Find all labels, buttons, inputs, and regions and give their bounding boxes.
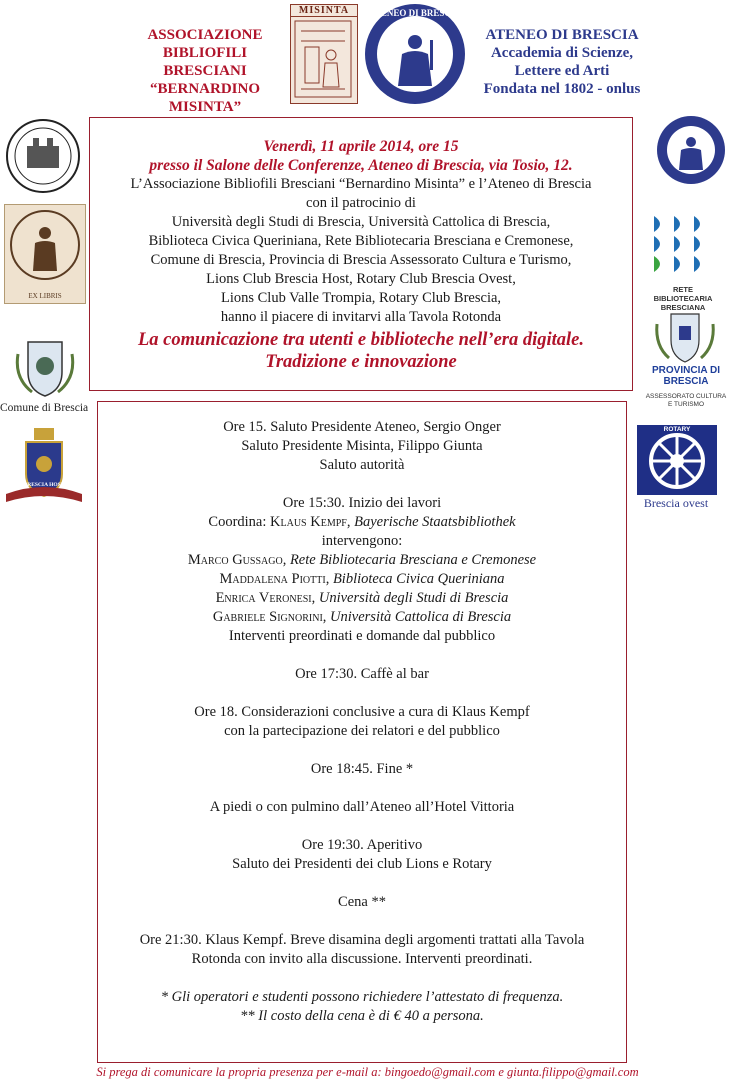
program-line: Ore 18. Considerazioni conclusive a cura di Klaus Kempf xyxy=(194,704,530,720)
program-line: A piedi o con pulmino dall’Ateneo all’Hotel Vittoria xyxy=(209,799,515,815)
program-line: con la partecipazione dei relatori e del pubblico xyxy=(224,723,500,739)
comune-crest-icon xyxy=(12,334,78,400)
rotary-caption: Brescia ovest xyxy=(643,496,709,510)
footnote: * Gli operatori e studenti possono richiedere l’attestato di frequenza. xyxy=(160,989,564,1005)
program-line: Ore 21:30. Klaus Kempf. Breve disamina degli argomenti trattati alla Tavola xyxy=(139,932,585,948)
program-line: Interventi preordinati e domande dal pubblico xyxy=(228,628,496,644)
rsvp-footer: Si prega di comunicare la propria presenza per e-mail a: bingoedo@gmail.com e giunta.filippo@gmail.com xyxy=(96,1065,639,1079)
comune-crest xyxy=(12,334,78,400)
cattolica-seal xyxy=(655,114,727,186)
program-line: Saluto dei Presidenti dei club Lions e Rotary xyxy=(232,856,492,872)
rete-bibliotecaria-icon xyxy=(648,214,718,280)
speaker-line: Gabriele Signorini, Università Cattolica di Brescia xyxy=(212,609,512,625)
rotary-wheel-icon xyxy=(637,425,717,495)
invite-line: Comune di Brescia, Provincia di Brescia Assessorato Cultura e Turismo, xyxy=(150,252,572,268)
program-line: Cena ** xyxy=(338,894,386,910)
misinta-logo: MISINTA xyxy=(290,4,358,104)
printer-engraving-icon xyxy=(291,17,355,101)
universita-seal-icon xyxy=(3,118,83,194)
invite-line: con il patrocinio di xyxy=(306,195,416,211)
invite-line: Biblioteca Civica Queriniana, Rete Bibliotecaria Bresciana e Cremonese, xyxy=(148,233,574,249)
invite-line: hanno il piacere di invitarvi alla Tavola Rotonda xyxy=(220,309,502,325)
association-name: ASSOCIAZIONE BIBLIOFILI BRESCIANI “BERNARDINO MISINTA” xyxy=(147,27,263,115)
provincia-crest xyxy=(653,308,717,364)
ex-libris-icon xyxy=(5,205,85,287)
program-box xyxy=(97,401,627,1063)
rotary-logo: ROTARY xyxy=(637,425,717,495)
comune-caption: Comune di Brescia xyxy=(0,402,89,414)
program-line: Ore 18:45. Fine * xyxy=(310,761,414,777)
ateneo-seal: ATENEO DI BRESCIA xyxy=(362,2,468,106)
invite-line: L’Associazione Bibliofili Bresciani “Bernardino Misinta” e l’Ateneo di Brescia xyxy=(130,176,592,192)
speaker-line: Enrica Veronesi, Università degli Studi di Brescia xyxy=(215,590,509,606)
invitation-box xyxy=(89,117,633,391)
invite-line: Università degli Studi di Brescia, Università Cattolica di Brescia, xyxy=(171,214,551,230)
rete-bibliotecaria-logo: RETE BIBLIOTECARIA BRESCIANA xyxy=(648,214,718,304)
cattolica-seal-icon xyxy=(655,114,727,186)
provincia-label: PROVINCIA DI BRESCIA xyxy=(652,365,720,387)
lions-crest-icon xyxy=(4,420,84,506)
program-line: Saluto autorità xyxy=(319,457,405,473)
provincia-crest-icon xyxy=(653,308,717,364)
program-line: Ore 17:30. Caffè al bar xyxy=(295,666,429,682)
assessorato-label: ASSESSORATO CULTURA E TURISMO xyxy=(645,393,727,408)
ateneo-name: ATENEO DI BRESCIA Accademia di Scienze, Lettere ed Arti Fondata nel 1802 - onlus xyxy=(483,27,641,97)
invite-line: Lions Club Brescia Host, Rotary Club Brescia Ovest, xyxy=(206,271,516,287)
coordinator-line: Coordina: Klaus Kempf, Bayerische Staatsbibliothek xyxy=(208,514,516,530)
roundtable-title: La comunicazione tra utenti e biblioteche nell’era digitale. xyxy=(137,330,585,350)
roundtable-subtitle: Tradizione e innovazione xyxy=(265,352,457,372)
footnote: ** Il costo della cena è di € 40 a persona. xyxy=(240,1008,484,1024)
invite-line: Lions Club Valle Trompia, Rotary Club Brescia, xyxy=(220,290,502,306)
program-line: Ore 15:30. Inizio dei lavori xyxy=(282,495,442,511)
speaker-line: Marco Gussago, Rete Bibliotecaria Bresciana e Cremonese xyxy=(187,552,537,568)
program-line: Ore 15. Saluto Presidente Ateneo, Sergio Onger xyxy=(223,419,501,435)
lions-crest: BRESCIA HOST xyxy=(4,420,84,506)
program-line: Rotonda con invito alla discussione. Interventi preordinati. xyxy=(191,951,533,967)
event-place: presso il Salone delle Conferenze, Ateneo di Brescia, via Tosio, 12. xyxy=(149,157,573,174)
ex-libris-logo: EX LIBRIS xyxy=(4,204,86,304)
program-line: Ore 19:30. Aperitivo xyxy=(301,837,423,853)
event-date: Venerdì, 11 aprile 2014, ore 15 xyxy=(263,138,459,155)
universita-seal xyxy=(3,118,83,194)
program-line: intervengono: xyxy=(321,533,403,549)
speaker-line: Maddalena Piotti, Biblioteca Civica Queriniana xyxy=(219,571,505,587)
program-line: Saluto Presidente Misinta, Filippo Giunta xyxy=(241,438,483,454)
